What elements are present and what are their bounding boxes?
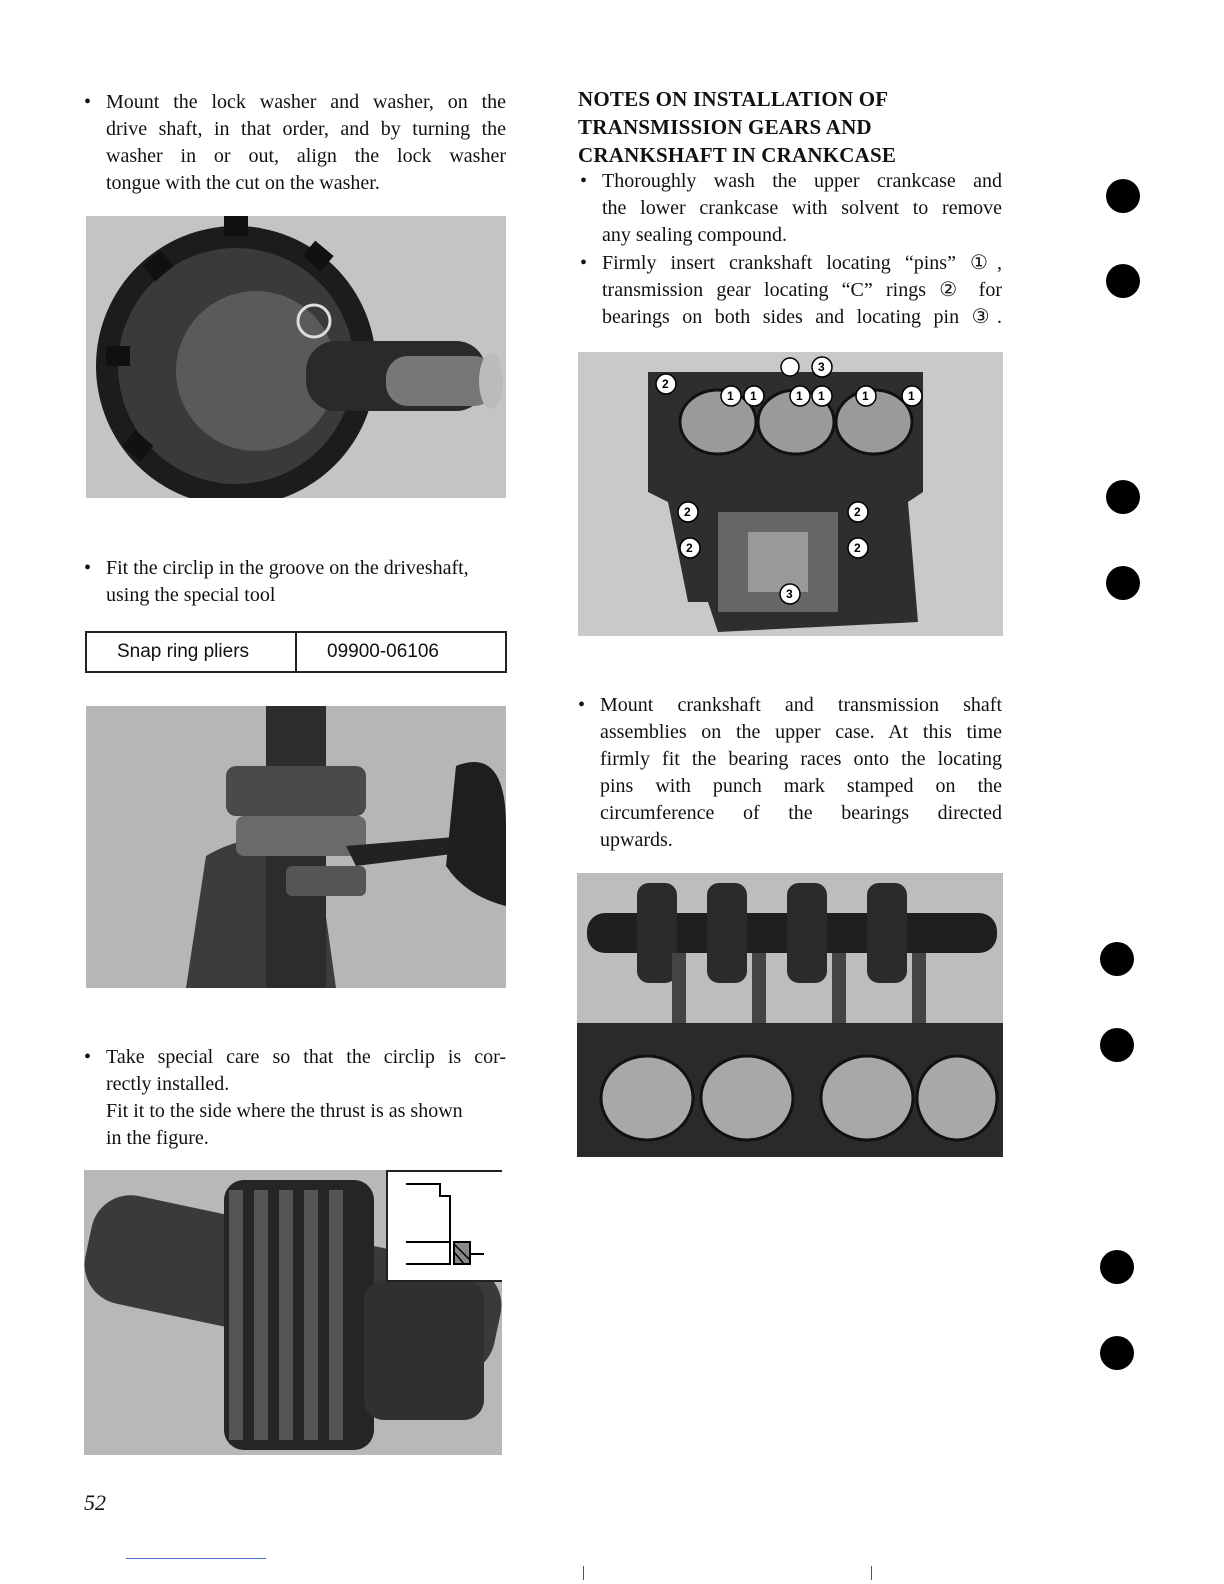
binding-hole bbox=[1106, 179, 1140, 213]
callout-3: 3 bbox=[818, 360, 825, 374]
text-line: bearings on both sides and locating pin ③. bbox=[602, 306, 1002, 328]
instruction-circlip bbox=[84, 555, 516, 609]
text-line: pins with punch mark stamped on the bbox=[600, 775, 1002, 797]
text-line: assemblies on the upper case. At this time bbox=[600, 721, 1002, 743]
photo-circlip-installation bbox=[86, 706, 506, 988]
instruction-lock-washer bbox=[84, 89, 506, 197]
scan-mark bbox=[871, 1566, 872, 1580]
photo-crankcase-locating-pins bbox=[578, 352, 1003, 636]
text-line: any sealing compound. bbox=[602, 224, 787, 246]
bottom-rule bbox=[126, 1558, 266, 1559]
callout-1: 1 bbox=[862, 389, 869, 403]
binding-hole bbox=[1100, 942, 1134, 976]
text-line: Fit the circlip in the groove on the driveshaft, bbox=[106, 557, 469, 579]
bullet: • bbox=[84, 91, 92, 113]
bullet: • bbox=[578, 694, 586, 716]
callout-1: 1 bbox=[750, 389, 757, 403]
heading-line: NOTES ON INSTALLATION OF bbox=[578, 87, 889, 111]
photo-crankshaft-assembly bbox=[577, 873, 1003, 1157]
callout-2: 2 bbox=[662, 377, 669, 391]
bullet: • bbox=[84, 557, 92, 579]
text-line: tongue with the cut on the washer. bbox=[106, 172, 380, 194]
section-heading bbox=[578, 85, 1008, 169]
text-line: circumference of the bearings directed bbox=[600, 802, 1002, 824]
table-row bbox=[86, 632, 506, 672]
callout-2: 2 bbox=[854, 541, 861, 555]
text-line: washer in or out, align the lock washer bbox=[106, 145, 506, 167]
callout-1: 1 bbox=[727, 389, 734, 403]
binding-hole bbox=[1106, 566, 1140, 600]
photo-drive-shaft-lock-washer bbox=[86, 216, 506, 498]
binding-hole bbox=[1100, 1336, 1134, 1370]
callout-2: 2 bbox=[854, 505, 861, 519]
text-line: Firmly insert crankshaft locating “pins” ①, bbox=[602, 252, 1002, 274]
heading-line: CRANKSHAFT IN CRANKCASE bbox=[578, 143, 897, 167]
bullet: • bbox=[84, 1046, 92, 1068]
text-line: in the figure. bbox=[106, 1127, 209, 1149]
instruction-wash-crankcase bbox=[580, 168, 1002, 249]
scan-mark bbox=[583, 1566, 584, 1580]
tool-part-number-cell: 09900-06106 bbox=[296, 632, 506, 672]
callout-1: 1 bbox=[908, 389, 915, 403]
text-line: rectly installed. bbox=[106, 1073, 230, 1095]
bullet: • bbox=[580, 252, 588, 274]
binding-hole bbox=[1106, 480, 1140, 514]
photo-circlip-thrust-side bbox=[84, 1170, 502, 1455]
text-line: using the special tool bbox=[106, 584, 276, 606]
text-line: drive shaft, in that order, and by turning the bbox=[106, 118, 506, 140]
text-line: Thoroughly wash the upper crankcase and bbox=[602, 170, 1002, 192]
instruction-locating-pins bbox=[580, 250, 1002, 331]
bullet: • bbox=[580, 170, 588, 192]
binding-hole bbox=[1100, 1028, 1134, 1062]
text-line: Mount crankshaft and transmission shaft bbox=[600, 694, 1002, 716]
callout-2: 2 bbox=[684, 505, 691, 519]
circlip-diagram-inset bbox=[386, 1170, 502, 1282]
binding-hole bbox=[1100, 1250, 1134, 1284]
page-number: 52 bbox=[84, 1490, 106, 1515]
text-line: the lower crankcase with solvent to remove bbox=[602, 197, 1002, 219]
callout-1: 1 bbox=[796, 389, 803, 403]
text-line: transmission gear locating “C” rings ② for bbox=[602, 279, 1002, 301]
text-line: Fit it to the side where the thrust is as shown bbox=[106, 1100, 463, 1122]
text-line: firmly fit the bearing races onto the locating bbox=[600, 748, 1002, 770]
special-tool-table bbox=[85, 631, 507, 673]
callout-2: 2 bbox=[686, 541, 693, 555]
tool-name-cell: Snap ring pliers bbox=[86, 632, 296, 672]
binding-hole bbox=[1106, 264, 1140, 298]
text-line: Mount the lock washer and washer, on the bbox=[106, 91, 506, 113]
heading-line: TRANSMISSION GEARS AND bbox=[578, 115, 872, 139]
text-line: upwards. bbox=[600, 829, 673, 851]
instruction-circlip-orientation bbox=[84, 1044, 506, 1152]
callout-3: 3 bbox=[786, 587, 793, 601]
instruction-mount-crankshaft bbox=[578, 692, 1002, 854]
callout-1: 1 bbox=[818, 389, 825, 403]
text-line: Take special care so that the circlip is cor- bbox=[106, 1046, 506, 1068]
